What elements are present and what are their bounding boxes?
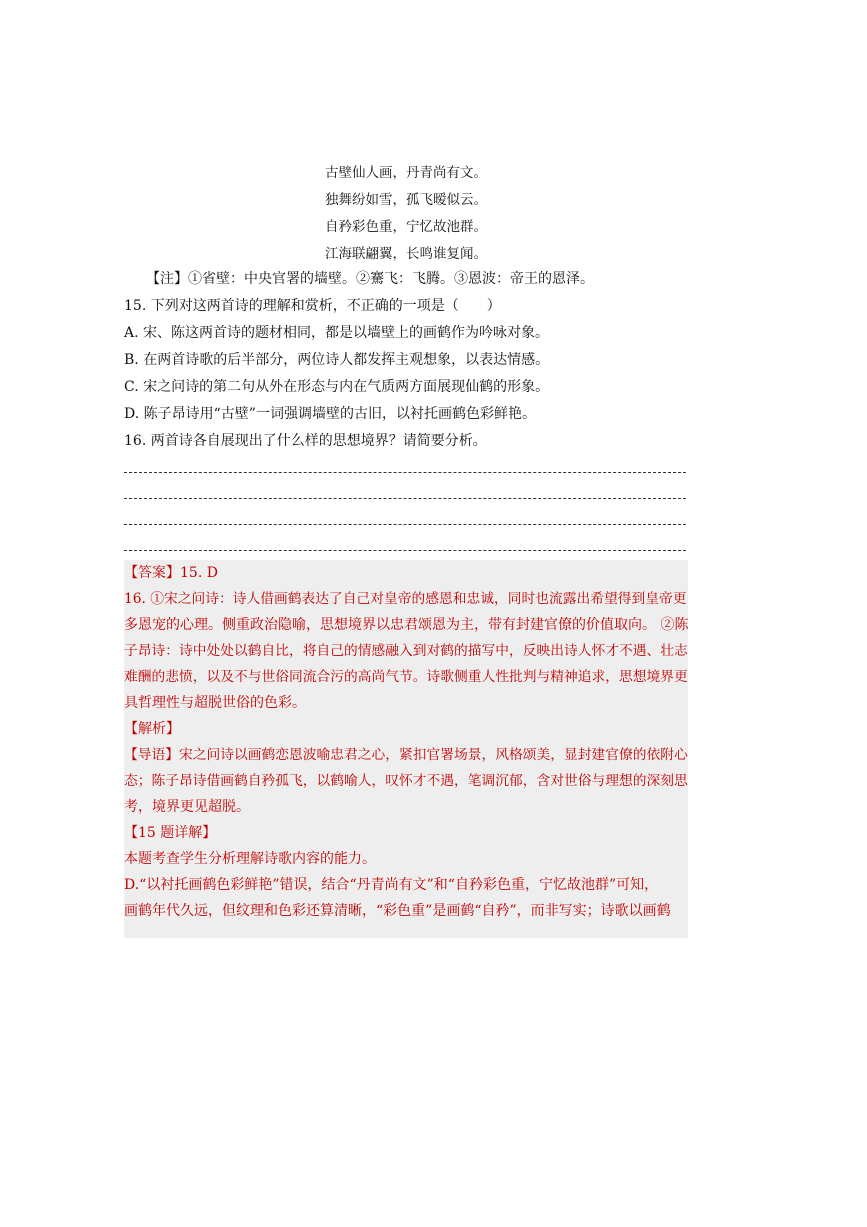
question-16-stem: 16. 两首诗各自展现出了什么样的思想境界？请简要分析。 bbox=[124, 433, 487, 449]
answer-16-line: 具哲理性与超脱世俗的色彩。 bbox=[124, 695, 306, 711]
answer-blank-line bbox=[124, 472, 686, 473]
guide-line: 考，境界更见超脱。 bbox=[124, 799, 250, 815]
detail-line: 画鹤年代久远，但纹理和色彩还算清晰，“彩色重”是画鹤“自矜”，而非写实；诗歌以画鹤 bbox=[124, 903, 671, 919]
poem-line: 自矜彩色重，宁忆故池群。 bbox=[325, 219, 487, 235]
answer-16-line: 难酬的悲愤，以及不与世俗同流合污的高尚气节。诗歌侧重人性批判与精神追求，思想境界更 bbox=[124, 669, 688, 685]
question-15-option-c: C. 宋之问诗的第二句从外在形态与内在气质两方面展现仙鹤的形象。 bbox=[124, 379, 550, 395]
question-15-stem: 15. 下列对这两首诗的理解和赏析，不正确的一项是（ ） bbox=[124, 298, 501, 314]
poem-note: 【注】①省壁：中央官署的墙壁。②騫飞：飞腾。③恩波：帝王的恩泽。 bbox=[146, 271, 594, 287]
detail-line: D.“以衬托画鹤色彩鲜艳”错误，结合“丹青尚有文”和“自矜彩色重，宁忆故池群”可知， bbox=[124, 877, 659, 893]
question-15-option-d: D. 陈子昂诗用“古壁”一词强调墙壁的古旧，以衬托画鹤色彩鲜艳。 bbox=[124, 406, 536, 422]
answer-blank-line bbox=[124, 498, 686, 499]
answer-16-line: 多恩宠的心理。侧重政治隐喻，思想境界以忠君颂恩为主，带有封建官僚的价值取向。 ②陈 bbox=[124, 617, 689, 633]
answer-blank-line bbox=[124, 524, 686, 525]
answer-panel bbox=[124, 560, 688, 938]
answer-blank-line bbox=[124, 550, 686, 551]
question-15-option-a: A. 宋、陈这两首诗的题材相同，都是以墙壁上的画鹤作为吟咏对象。 bbox=[124, 325, 550, 341]
poem-line: 江海联翩翼，长鸣谁复闻。 bbox=[325, 246, 487, 262]
answer-16-line: 16. ①宋之问诗：诗人借画鹤表达了自己对皇帝的感恩和忠诚，同时也流露出希望得到皇帝更 bbox=[124, 591, 687, 607]
question-15-option-b: B. 在两首诗歌的后半部分，两位诗人都发挥主观想象，以表达情感。 bbox=[124, 352, 550, 368]
answer-16-line: 子昂诗：诗中处处以鹤自比，将自己的情感融入到对鹤的描写中，反映出诗人怀才不遇、壮志 bbox=[124, 643, 688, 659]
detail-header: 【15 题详解】 bbox=[124, 825, 217, 841]
poem-line: 古壁仙人画，丹青尚有文。 bbox=[325, 165, 487, 181]
guide-line: 态；陈子昂诗借画鹤自矜孤飞，以鹤喻人，叹怀才不遇，笔调沉郁，含对世俗与理想的深刻思 bbox=[124, 773, 688, 789]
detail-intro: 本题考查学生分析理解诗歌内容的能力。 bbox=[124, 851, 376, 867]
poem-line: 独舞纷如雪，孤飞暧似云。 bbox=[325, 192, 487, 208]
analysis-header: 【解析】 bbox=[124, 721, 180, 737]
guide-line: 【导语】宋之问诗以画鹤恋恩波喻忠君之心，紧扣官署场景，风格颂美，显封建官僚的依附心 bbox=[124, 747, 688, 763]
poem bbox=[325, 160, 487, 268]
answer-header: 【答案】15. D bbox=[124, 565, 218, 581]
